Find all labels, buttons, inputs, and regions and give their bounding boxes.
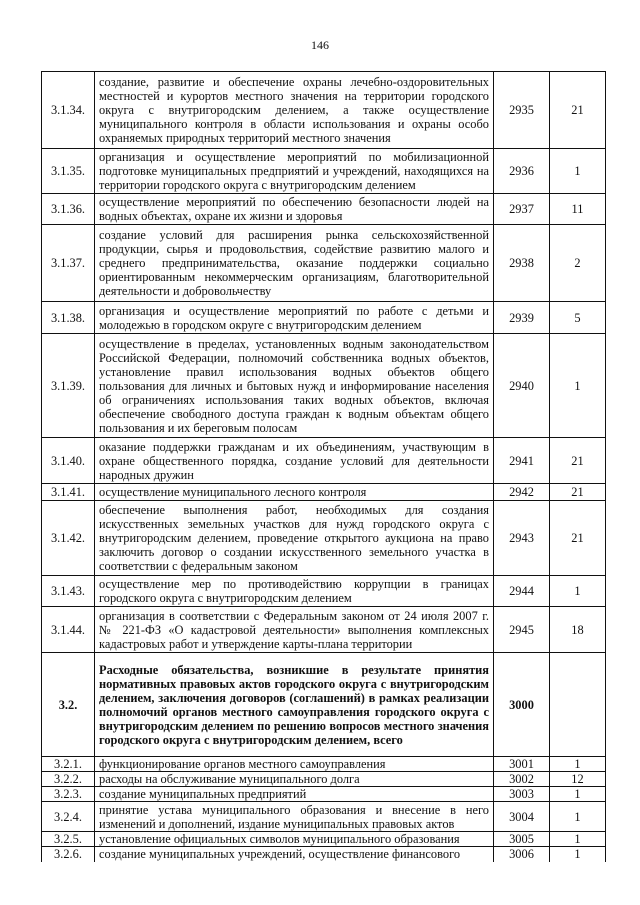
- row-description: осуществление мер по противодействию коррупции в границах городского округа с внутригородским делением: [95, 576, 494, 607]
- row-count: 21: [550, 501, 606, 576]
- row-description: создание условий для расширения рынка сельскохозяйственной продукции, сырья и продовольствия, содействие развитию малого и среднего предпринимательства, оказание поддержки социально ориентированным некоммерческим организациям, благотворительной деятельности и добровольчеству: [95, 225, 494, 302]
- row-code: 3005: [494, 832, 550, 847]
- row-count: 11: [550, 194, 606, 225]
- row-code: 3001: [494, 757, 550, 772]
- row-code: 3003: [494, 787, 550, 802]
- table-row: [42, 194, 606, 225]
- row-code: 3000: [494, 653, 550, 757]
- expenditure-table: [41, 71, 606, 862]
- table-row: [42, 802, 606, 832]
- row-number: 3.2.4.: [42, 802, 95, 832]
- row-count: 5: [550, 302, 606, 334]
- table-row: [42, 576, 606, 607]
- table-row: [42, 787, 606, 802]
- table-row: [42, 501, 606, 576]
- row-number: 3.1.37.: [42, 225, 95, 302]
- row-description: расходы на обслуживание муниципального долга: [95, 772, 494, 787]
- row-number: 3.1.42.: [42, 501, 95, 576]
- row-code: 3006: [494, 847, 550, 862]
- row-count: 21: [550, 438, 606, 484]
- row-number: 3.1.41.: [42, 484, 95, 501]
- row-code: 2940: [494, 334, 550, 438]
- row-number: 3.1.35.: [42, 149, 95, 194]
- row-code: 2944: [494, 576, 550, 607]
- table-row: [42, 832, 606, 847]
- row-count: 1: [550, 334, 606, 438]
- row-number: 3.1.40.: [42, 438, 95, 484]
- row-code: 2939: [494, 302, 550, 334]
- row-number: 3.2.5.: [42, 832, 95, 847]
- row-number: 3.1.39.: [42, 334, 95, 438]
- row-count: 21: [550, 72, 606, 149]
- row-count: 1: [550, 802, 606, 832]
- row-count: 1: [550, 149, 606, 194]
- row-count: 1: [550, 847, 606, 862]
- row-number: 3.2.1.: [42, 757, 95, 772]
- row-description: создание муниципальных учреждений, осуществление финансового: [95, 847, 494, 862]
- row-code: 3004: [494, 802, 550, 832]
- row-code: 2945: [494, 607, 550, 653]
- row-count: 2: [550, 225, 606, 302]
- row-description: принятие устава муниципального образования и внесение в него изменений и дополнений, издание муниципальных правовых актов: [95, 802, 494, 832]
- row-number: 3.1.36.: [42, 194, 95, 225]
- row-number: 3.1.43.: [42, 576, 95, 607]
- row-code: 2943: [494, 501, 550, 576]
- row-count: 1: [550, 757, 606, 772]
- row-number: 3.1.34.: [42, 72, 95, 149]
- row-number: 3.1.44.: [42, 607, 95, 653]
- row-code: 2936: [494, 149, 550, 194]
- row-code: 2938: [494, 225, 550, 302]
- table-row-total: [42, 653, 606, 757]
- row-number: 3.2.3.: [42, 787, 95, 802]
- page-number: 146: [311, 38, 329, 52]
- row-code: 3002: [494, 772, 550, 787]
- row-description: функционирование органов местного самоуправления: [95, 757, 494, 772]
- row-code: 2935: [494, 72, 550, 149]
- row-description: осуществление мероприятий по обеспечению безопасности людей на водных объектах, охране их жизни и здоровья: [95, 194, 494, 225]
- row-description: установление официальных символов муниципального образования: [95, 832, 494, 847]
- row-description: создание муниципальных предприятий: [95, 787, 494, 802]
- table-row: [42, 225, 606, 302]
- row-count: 21: [550, 484, 606, 501]
- row-count: 18: [550, 607, 606, 653]
- row-count: 12: [550, 772, 606, 787]
- table-row: [42, 149, 606, 194]
- row-description: осуществление муниципального лесного контроля: [95, 484, 494, 501]
- table-row: [42, 438, 606, 484]
- table-row: [42, 847, 606, 862]
- row-code: 2941: [494, 438, 550, 484]
- row-count: 1: [550, 787, 606, 802]
- row-description: организация и осуществление мероприятий по мобилизационной подготовке муниципальных предприятий и учреждений, находящихся на территории городского округа с внутригородским делением: [95, 149, 494, 194]
- row-code: 2937: [494, 194, 550, 225]
- row-count: 1: [550, 576, 606, 607]
- row-code: 2942: [494, 484, 550, 501]
- row-description: организация в соответствии с Федеральным законом от 24 июля 2007 г. № 221-ФЗ «О кадастровой деятельности» выполнения комплексных кадастровых работ и утверждение карты-плана территории: [95, 607, 494, 653]
- row-count: [550, 653, 606, 757]
- table-row: [42, 757, 606, 772]
- row-description: обеспечение выполнения работ, необходимых для создания искусственных земельных участков для нужд городского округа с внутригородским делением, проведение открытого аукциона на право заключить договор о создании искусственного земельного участка в соответствии с федеральным законом: [95, 501, 494, 576]
- table-row: [42, 484, 606, 501]
- row-number: 3.2.: [42, 653, 95, 757]
- row-description: Расходные обязательства, возникшие в результате принятия нормативных правовых актов городского округа с внутригородским делением, заключения договоров (соглашений) в рамках реализации полномочий органов местного самоуправления городского округа с внутригородским делением по решению вопросов местного значения городского округа с внутригородским делением, всего: [95, 653, 494, 757]
- row-number: 3.2.2.: [42, 772, 95, 787]
- table-row: [42, 607, 606, 653]
- row-description: создание, развитие и обеспечение охраны лечебно-оздоровительных местностей и курортов местного значения на территории городского округа с внутригородским делением, а также осуществление муниципального контроля в области использования и охраны особо охраняемых природных территорий местного значения: [95, 72, 494, 149]
- row-count: 1: [550, 832, 606, 847]
- table-row: [42, 772, 606, 787]
- row-description: оказание поддержки гражданам и их объединениям, участвующим в охране общественного порядка, создание условий для деятельности народных дружин: [95, 438, 494, 484]
- table-row: [42, 334, 606, 438]
- row-number: 3.1.38.: [42, 302, 95, 334]
- row-description: организация и осуществление мероприятий по работе с детьми и молодежью в городском округе с внутригородским делением: [95, 302, 494, 334]
- row-description: осуществление в пределах, установленных водным законодательством Российской Федерации, полномочий собственника водных объектов, установление правил использования водных объектов общего пользования для личных и бытовых нужд и информирование населения об ограничениях использования таких водных объектов, включая обеспечение свободного доступа граждан к водным объектам общего пользования и их береговым полосам: [95, 334, 494, 438]
- row-number: 3.2.6.: [42, 847, 95, 862]
- table-row: [42, 72, 606, 149]
- table-row: [42, 302, 606, 334]
